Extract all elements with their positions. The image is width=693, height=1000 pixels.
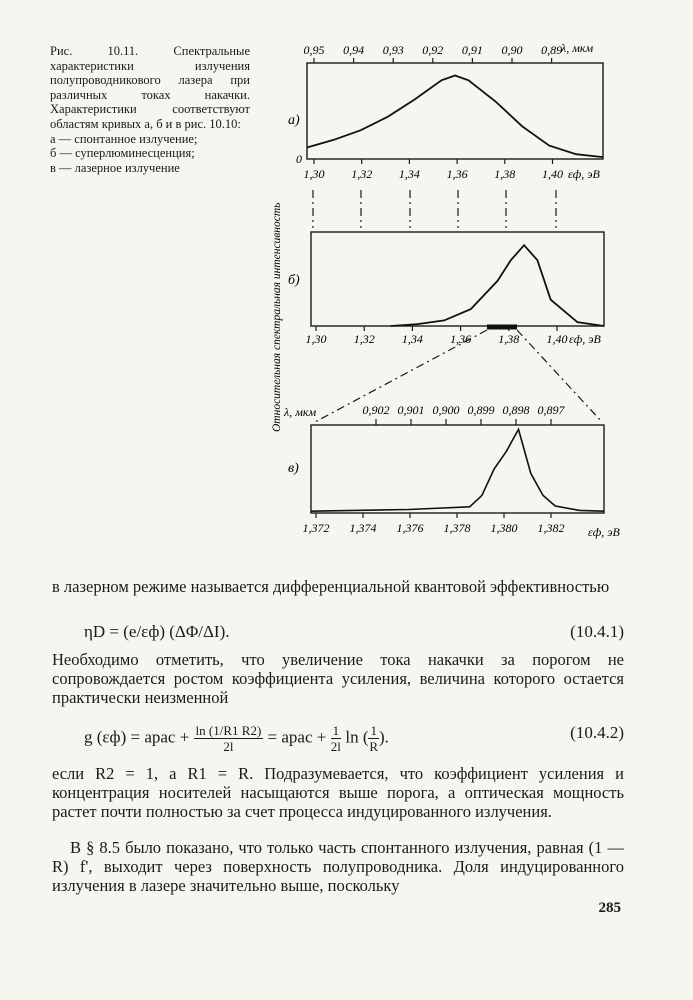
panel-c-bottom-tick-label: 1,376 bbox=[396, 521, 424, 535]
caption-item-a: а — спонтанное излучение; bbox=[50, 131, 198, 146]
panel-c-top-tick-label: 0,898 bbox=[502, 403, 530, 417]
panel-c-top-tick-label: 0,897 bbox=[537, 403, 565, 417]
panel-b-bottom-axis-label: εф, эВ bbox=[569, 332, 601, 346]
y-axis-label: Относительная спектральная интенсивность bbox=[271, 202, 283, 432]
panel-a-top-tick-label: 0,95 bbox=[303, 43, 325, 57]
panel-a-top-tick-label: 0,92 bbox=[422, 43, 444, 57]
panel-a-bottom-tick-label: 1,38 bbox=[494, 167, 516, 181]
caption-item-c: в — лазерное излучение bbox=[50, 160, 180, 175]
series-line-a bbox=[307, 76, 603, 158]
paragraph-3: если R2 = 1, а R1 = R. Подразумевается, что коэффициент усиления и концентрация носителей насыщаются выше порога, а оптическая мощность растет почти полностью за счет процесса индуцированного излучения. bbox=[52, 764, 624, 821]
panel-a-top-tick-label: 0,89 bbox=[541, 43, 563, 57]
panel-b-bottom-tick-label: 1,34 bbox=[401, 332, 423, 346]
panel-a-zero-label: 0 bbox=[296, 152, 302, 166]
panel-a-bottom-axis-label: εф, эВ bbox=[568, 167, 600, 181]
panel-c-bottom-axis-label: εф, эВ bbox=[588, 525, 620, 539]
caption-head: Рис. 10.11. Спектральные характеристики излучения полупроводникового лазера при различных токах накачки. Характеристики соответствуют областям кривых а, б и в рис. 10.10: bbox=[50, 44, 250, 131]
panel-a-bottom-tick-label: 1,36 bbox=[446, 167, 468, 181]
panel-c-bottom-tick-label: 1,380 bbox=[490, 521, 518, 535]
series-line-b bbox=[391, 245, 604, 326]
panel-a-bottom-tick-label: 1,32 bbox=[351, 167, 373, 181]
equation-1-formula: ηD = (e/εф) (ΔΦ/ΔI). bbox=[84, 622, 230, 641]
panel-b-bottom-tick-label: 1,40 bbox=[546, 332, 568, 346]
paragraph-1: в лазерном режиме называется дифференциальной квантовой эффективностью bbox=[52, 577, 610, 596]
panel-c-top-tick-label: 0,902 bbox=[362, 403, 390, 417]
paragraph-2: Необходимо отметить, что увеличение тока накачки за порогом не сопровождается ростом коэффициента усиления, величина которого остается практически неизменной bbox=[52, 650, 624, 707]
panel-a-top-tick-label: 0,91 bbox=[461, 43, 483, 57]
panel-a-label: а) bbox=[288, 113, 300, 128]
panel-a-bottom-tick-label: 1,34 bbox=[398, 167, 420, 181]
panel-b-bottom-tick-label: 1,36 bbox=[450, 332, 472, 346]
panel-c-top-tick-label: 0,899 bbox=[467, 403, 495, 417]
panel-a-bottom-tick-label: 1,30 bbox=[303, 167, 325, 181]
paragraph-4: В § 8.5 было показано, что только часть спонтанного излучения, равная (1 — R) f', выходит через поверхность полупроводника. Доля индуцированного излучения в лазере значительно выше, поскольку bbox=[52, 838, 624, 895]
equation-2-formula: g (εф) = aрас + $\frac{\ln (1/R1 R2)}{2l}$ = aрас + $\frac{1}{2l}$ ln ( $\frac{1}{R}$ ). bbox=[84, 723, 389, 754]
equation-1-number: (10.4.1) bbox=[570, 622, 624, 641]
panel-b-bottom-tick-label: 1,30 bbox=[305, 332, 327, 346]
equation-2-number: (10.4.2) bbox=[570, 723, 624, 742]
caption-item-b: б — суперлюминесценция; bbox=[50, 146, 195, 161]
page-number: 285 bbox=[598, 900, 621, 916]
panel-c-top-axis-label: λ, мкм bbox=[284, 405, 317, 419]
panel-c-top-tick-label: 0,900 bbox=[432, 403, 460, 417]
panel-c-label: в) bbox=[288, 461, 299, 476]
panel-a-frame bbox=[307, 63, 603, 159]
panel-a-bottom-tick-label: 1,40 bbox=[542, 167, 563, 181]
panel-c-bottom-tick-label: 1,378 bbox=[443, 521, 471, 535]
panel-c-top-tick-label: 0,901 bbox=[397, 403, 425, 417]
connector-lines-ab bbox=[313, 190, 556, 228]
panel-a-top-tick-label: 0,90 bbox=[501, 43, 523, 57]
panel-c-frame bbox=[311, 425, 604, 513]
panel-a-top-tick-label: 0,93 bbox=[382, 43, 404, 57]
panel-c-bottom-tick-label: 1,372 bbox=[302, 521, 330, 535]
panel-a-top-tick-label: 0,94 bbox=[343, 43, 365, 57]
panel-b-bottom-tick-label: 1,32 bbox=[353, 332, 375, 346]
panel-b-bottom-tick-label: 1,38 bbox=[498, 332, 520, 346]
series-line-c bbox=[311, 429, 604, 511]
panel-b-label: б) bbox=[288, 273, 300, 288]
panel-c-bottom-tick-label: 1,374 bbox=[349, 521, 377, 535]
panel-b-frame bbox=[311, 232, 604, 326]
equation-10-4-2 bbox=[52, 715, 624, 755]
panel-a-top-axis-label: λ, мкм bbox=[561, 41, 594, 55]
panel-c-bottom-tick-label: 1,382 bbox=[537, 521, 565, 535]
